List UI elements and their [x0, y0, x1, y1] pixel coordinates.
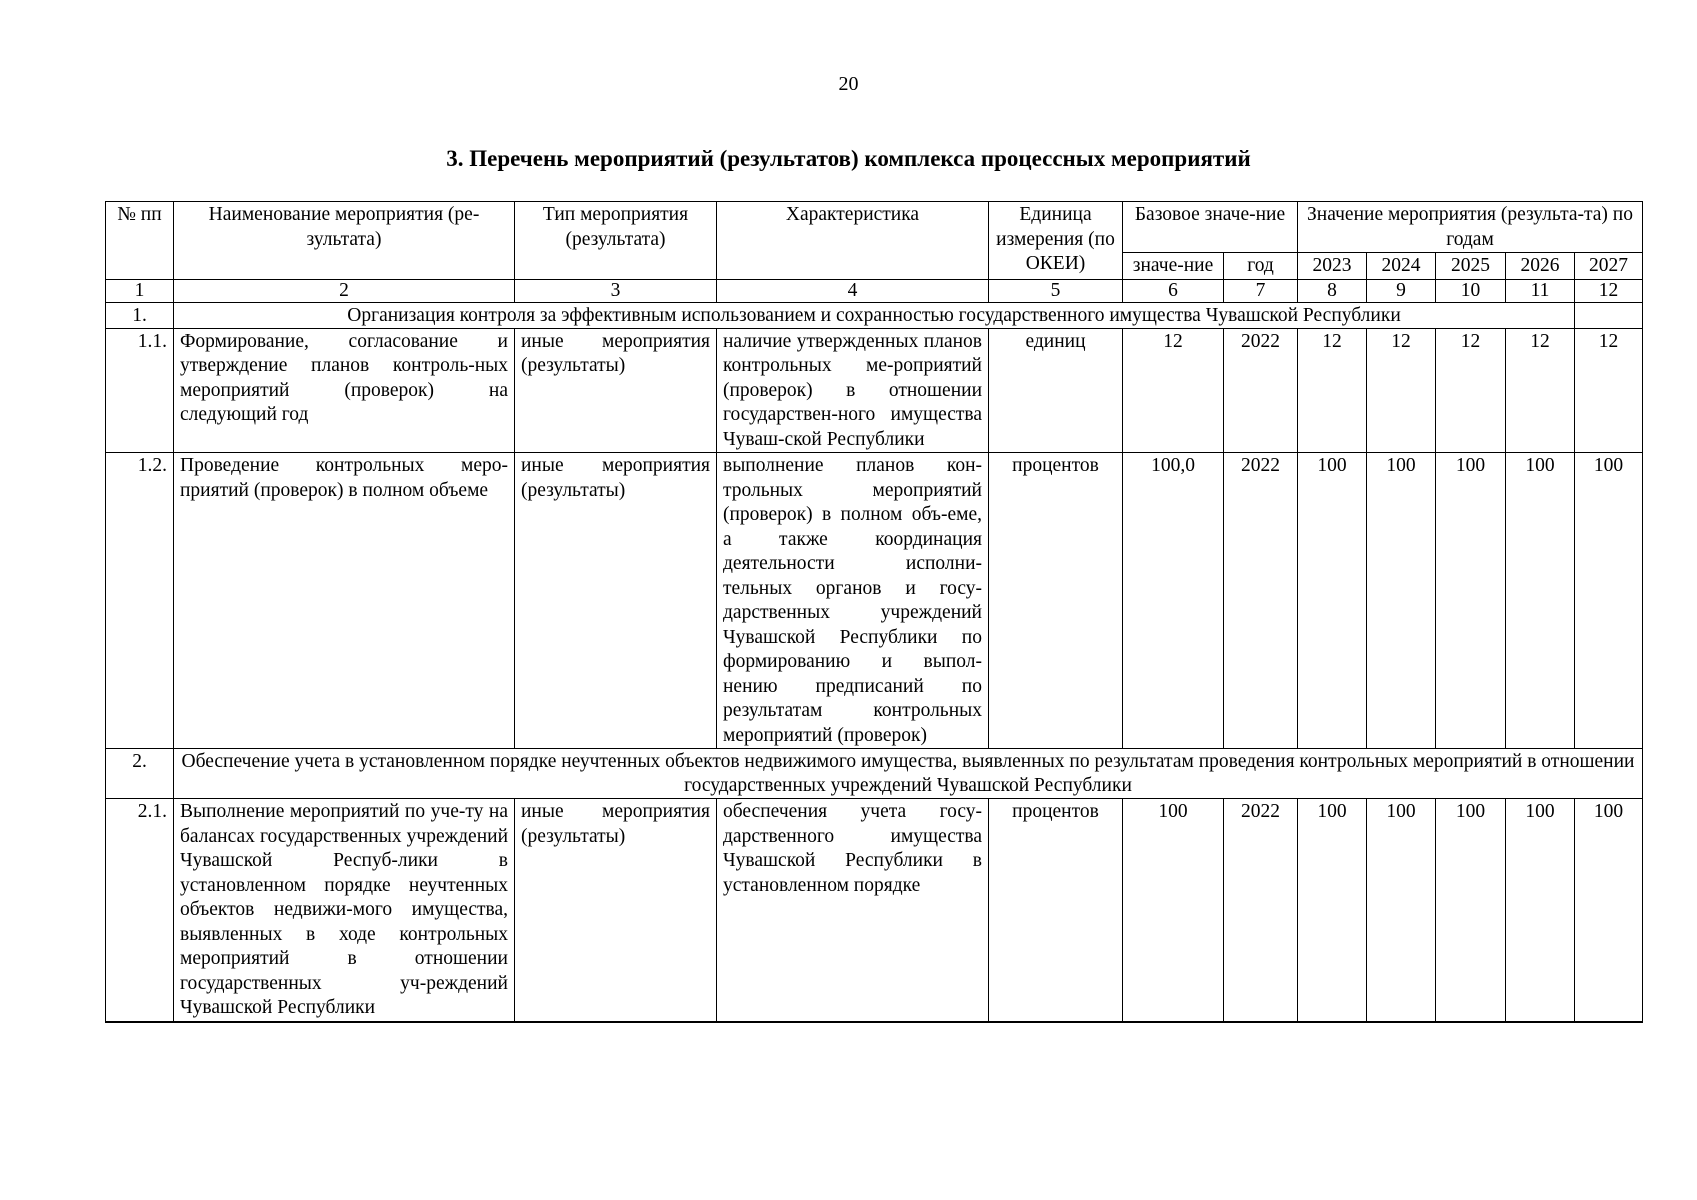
header-base-year: год [1224, 253, 1298, 280]
activity-type: иные мероприятия (результаты) [515, 799, 717, 1022]
header-year: 2023 [1298, 253, 1367, 280]
header-num: № пп [106, 202, 174, 280]
page-title: 3. Перечень мероприятий (результатов) комплекса процессных мероприятий [446, 146, 1251, 171]
section-title: Организация контроля за эффективным использованием и сохранностью государственного имущества Чувашской Республики [174, 302, 1575, 328]
section-number: 2. [106, 749, 174, 799]
column-number: 4 [717, 279, 989, 302]
column-number: 10 [1436, 279, 1506, 302]
unit-cell: единиц [989, 328, 1123, 453]
year-value-cell: 100 [1506, 799, 1575, 1022]
header-year: 2024 [1367, 253, 1436, 280]
base-year-cell: 2022 [1224, 799, 1298, 1022]
base-year-cell: 2022 [1224, 453, 1298, 749]
row-number: 1.1. [106, 328, 174, 453]
header-year: 2026 [1506, 253, 1575, 280]
header-unit: Единица измерения (по ОКЕИ) [989, 202, 1123, 280]
year-value-cell: 100 [1367, 799, 1436, 1022]
header-name: Наименование мероприятия (ре-зультата) [174, 202, 515, 280]
base-year-cell: 2022 [1224, 328, 1298, 453]
row-number: 1.2. [106, 453, 174, 749]
year-value-cell: 12 [1298, 328, 1367, 453]
year-value-cell: 12 [1436, 328, 1506, 453]
section-row [106, 749, 1643, 799]
year-value-cell: 12 [1367, 328, 1436, 453]
header-characteristic: Характеристика [717, 202, 989, 280]
section-title: Обеспечение учета в установленном порядке неучтенных объектов недвижимого имущества, выявленных по результатам проведения контрольных мероприятий в отношении государственных учреждений Чувашской Республики [174, 749, 1643, 799]
header-year: 2027 [1575, 253, 1643, 280]
column-number: 6 [1123, 279, 1224, 302]
unit-cell: процентов [989, 799, 1123, 1022]
year-value-cell: 100 [1575, 799, 1643, 1022]
activity-characteristic: выполнение планов кон-трольных мероприятий (проверок) в полном объ-еме, а также координация деятельности исполни-тельных органов и госу-дарственных учреждений Чувашской Республики по формированию и выпол-нению предписаний по результатам контрольных мероприятий (проверок) [717, 453, 989, 749]
year-value-cell: 100 [1298, 453, 1367, 749]
column-number: 2 [174, 279, 515, 302]
header-type: Тип мероприятия (результата) [515, 202, 717, 280]
page-number: 20 [838, 73, 859, 95]
table-row [106, 799, 1643, 1022]
header-row-1 [106, 202, 1643, 253]
section-row [106, 302, 1643, 328]
column-number: 3 [515, 279, 717, 302]
year-value-cell: 12 [1506, 328, 1575, 453]
year-value-cell: 100 [1575, 453, 1643, 749]
year-value-cell: 100 [1367, 453, 1436, 749]
activity-name: Проведение контрольных меро-приятий (проверок) в полном объеме [174, 453, 515, 749]
column-number: 7 [1224, 279, 1298, 302]
header-years-group: Значение мероприятия (результа-та) по годам [1298, 202, 1643, 253]
base-value-cell: 12 [1123, 328, 1224, 453]
year-value-cell: 12 [1575, 328, 1643, 453]
empty-cell [1575, 302, 1643, 328]
column-number: 1 [106, 279, 174, 302]
year-value-cell: 100 [1298, 799, 1367, 1022]
year-value-cell: 100 [1506, 453, 1575, 749]
year-value-cell: 100 [1436, 453, 1506, 749]
column-number: 9 [1367, 279, 1436, 302]
column-number: 5 [989, 279, 1123, 302]
table-row [106, 328, 1643, 453]
activity-name: Выполнение мероприятий по уче-ту на балансах государственных учреждений Чувашской Респуб-лики в установленном порядке неучтенных объектов недвижи-мого имущества, выявленных в ходе контрольных мероприятий в отношении государственных уч-реждений Чувашской Республики [174, 799, 515, 1022]
column-numbers-row [106, 279, 1643, 302]
year-value-cell: 100 [1436, 799, 1506, 1022]
activity-characteristic: обеспечения учета госу-дарственного имущества Чувашской Республики в установленном порядке [717, 799, 989, 1022]
header-base: Базовое значе-ние [1123, 202, 1298, 253]
activity-characteristic: наличие утвержденных планов контрольных ме-роприятий (проверок) в отношении государствен-ного имущества Чуваш-ской Республики [717, 328, 989, 453]
column-number: 8 [1298, 279, 1367, 302]
activity-type: иные мероприятия (результаты) [515, 453, 717, 749]
column-number: 11 [1506, 279, 1575, 302]
row-number: 2.1. [106, 799, 174, 1022]
column-number: 12 [1575, 279, 1643, 302]
activities-table [105, 201, 1643, 1023]
section-number: 1. [106, 302, 174, 328]
unit-cell: процентов [989, 453, 1123, 749]
table-row [106, 453, 1643, 749]
header-base-value: значе-ние [1123, 253, 1224, 280]
activity-name: Формирование, согласование и утверждение планов контроль-ных мероприятий (проверок) на следующий год [174, 328, 515, 453]
activity-type: иные мероприятия (результаты) [515, 328, 717, 453]
base-value-cell: 100 [1123, 799, 1224, 1022]
header-year: 2025 [1436, 253, 1506, 280]
base-value-cell: 100,0 [1123, 453, 1224, 749]
